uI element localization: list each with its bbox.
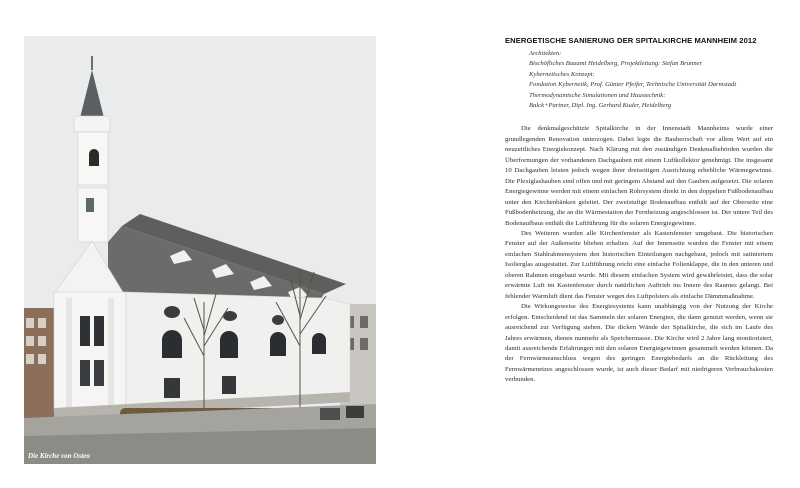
credit-line: Fondation Kybernetik, Prof. Günter Pfeifer, Technische Universität Darmstadt: [529, 81, 737, 89]
credit-line: Bischöfliches Bauamt Heidelberg, Projektleitung: Stefan Brunner: [529, 60, 703, 68]
church-illustration: [24, 36, 376, 464]
church-photo: [24, 36, 376, 464]
article-title: ENERGETISCHE SANIERUNG DER SPITALKIRCHE MANNHEIM 2012: [505, 36, 757, 45]
project-credits: [529, 49, 773, 111]
credit-line: Balck+Partner, Dipl. Ing. Gerhard Kuder, Heidelberg: [529, 102, 672, 110]
credit-line: Kybernetisches Konzept:: [529, 70, 595, 78]
body-paragraph: Die denkmalgeschützte Spitalkirche in der Innenstadt Mannheims wurde einer grundlegenden Renovation unterzogen. Dabei legte die Bauherrschaft vor allem Wert auf ein neuzeitliches Energiekonzept. Nach Klärung mit den zuständigen Denkmalbehörden wurden die Überformungen der vorhandenen Dachgauben mit einem Luftkollektor genehmigt. Die insgesamt 10 Dachgauben leisten jedoch wegen ihrer dreiseitigen Ausrichtung erhebliche Wärmegewinne. Die Plexiglashauben sind offen und mit geringem Abstand auf den Gauben aufgesetzt. Die solaren Energiegewinne werden mit einem einfachen Rohrsystem direkt in den doppelten Fußbodenaufbau unter den Kirchenbänken geleitet. Der zweistufige Bodenaufbau enthält auf der Oberseite eine Fußbodenheizung, die an die Wärmestation der Fernheizung angeschlossen ist. Der untere Teil des Bodenaufbaus enthält die Luftführung für die solaren Energiegewinne.: [505, 125, 773, 227]
article: [505, 36, 773, 386]
body-paragraph: Des Weiteren wurden alle Kirchenfenster als Kastenfenster umgebaut. Die historischen Fenster auf der Außenseite blieben erhalten. Auf der Innenseite wurden die Fenster mit einem einfachen Stahlrahmensystem den historischen Einteilungen nachgebaut, jedoch mit satiniertem Isolierglas ausgestattet. Zur Luftführung reicht eine einfache Folienklappe, die in den unteren und oberen Rahmen eingebaut wurde. Mit diesem einfachen System wird gewährleistet, dass die solar erwärmte Luft im Kastenfenster durch natürlichen Auftrieb ins Innere des Raumes gelangt. Bei fehlender Warmluft dient das Fenster wegen des Luftpolsters als einfache Dämmmaßnahme.: [505, 229, 773, 300]
credit-line: Thermodynamische Simulationen und Haustechnik:: [529, 91, 666, 99]
credit-line: Architekten:: [529, 50, 562, 57]
article-body: [505, 124, 773, 385]
body-paragraph: Die Wirkungsweise des Energiesystems kann unabhängig von der Nutzung der Kirche erfolgen. Entscheidend ist das Sammeln der solaren Energien, die dann genutzt werden, wenn sie ausreichend zur Verfügung stehen. Die dicken Wände der Spitalkirche, die sich im Laufe des Jahres erwärmen, dienen nunmehr als Speichermasse. Die Kirche wird 2 Jahre lang monitorisiert, damit ausreichende Erfahrungen mit den solaren Energiegewinnen gesammelt werden können. Da der Fernwärmeanschluss wegen des geringen Energiebedarfs an die Rückleitung des Fernwärmenetzes angeschlossen wurde, ist auch dieser Bedarf mit niedrigeren Verbrauchskosten verbunden.: [505, 303, 773, 384]
photo-caption: Die Kirche von Osten: [28, 452, 91, 460]
